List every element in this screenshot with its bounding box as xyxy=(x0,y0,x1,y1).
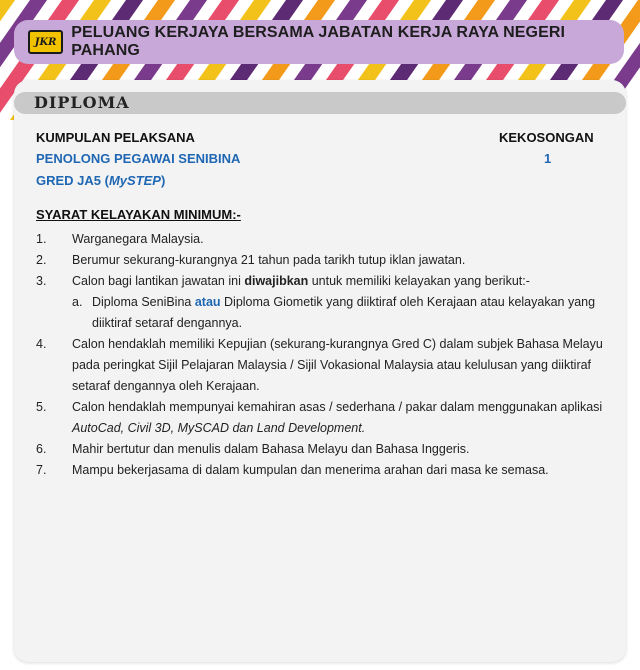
jkr-logo: JKR xyxy=(28,30,63,54)
list-item: 3. Calon bagi lantikan jawatan ini diwajibkan untuk memiliki kelayakan yang berikut:- xyxy=(36,274,530,288)
page-header xyxy=(14,20,624,64)
kekosongan-count: 1 xyxy=(544,151,552,166)
jawatan-title: PENOLONG PEGAWAI SENIBINA xyxy=(36,151,241,166)
list-item: 2. Berumur sekurang-kurangnya 21 tahun pada tarikh tutup iklan jawatan. xyxy=(36,253,466,267)
kekosongan-label: KEKOSONGAN xyxy=(499,130,594,145)
gred-label: GRED JA5 (MySTEP) xyxy=(36,173,166,188)
syarat-list xyxy=(36,229,606,481)
kumpulan-label: KUMPULAN PELAKSANA xyxy=(36,130,195,145)
list-item: 5. Calon hendaklah mempunyai kemahiran asas / sederhana / pakar dalam menggunakan aplikasi AutoCad, Civil 3D, MySCAD dan Land Development. xyxy=(36,400,603,435)
list-item: 7. Mampu bekerjasama di dalam kumpulan dan menerima arahan dari masa ke semasa. xyxy=(36,463,549,477)
header-title: PELUANG KERJAYA BERSAMA JABATAN KERJA RAYA NEGERI PAHANG xyxy=(71,24,566,59)
list-item: 6. Mahir bertutur dan menulis dalam Bahasa Melayu dan Bahasa Inggeris. xyxy=(36,442,470,456)
section-title: DIPLOMA xyxy=(34,93,130,112)
list-subitem: a. Diploma SeniBina atau Diploma Giometik yang diiktiraf oleh Kerajaan atau kelayakan yang diiktiraf setaraf dengannya. xyxy=(72,295,596,330)
list-item: 4. Calon hendaklah memiliki Kepujian (sekurang-kurangnya Gred C) dalam subjek Bahasa Melayu pada peringkat Sijil Pelajaran Malaysia / Sijil Vokasional Malaysia atau kelulusan yang diiktiraf setaraf dengannya oleh Kerajaan. xyxy=(36,337,603,393)
list-item: 1. Warganegara Malaysia. xyxy=(36,232,204,246)
syarat-title: SYARAT KELAYAKAN MINIMUM:- xyxy=(36,207,241,222)
